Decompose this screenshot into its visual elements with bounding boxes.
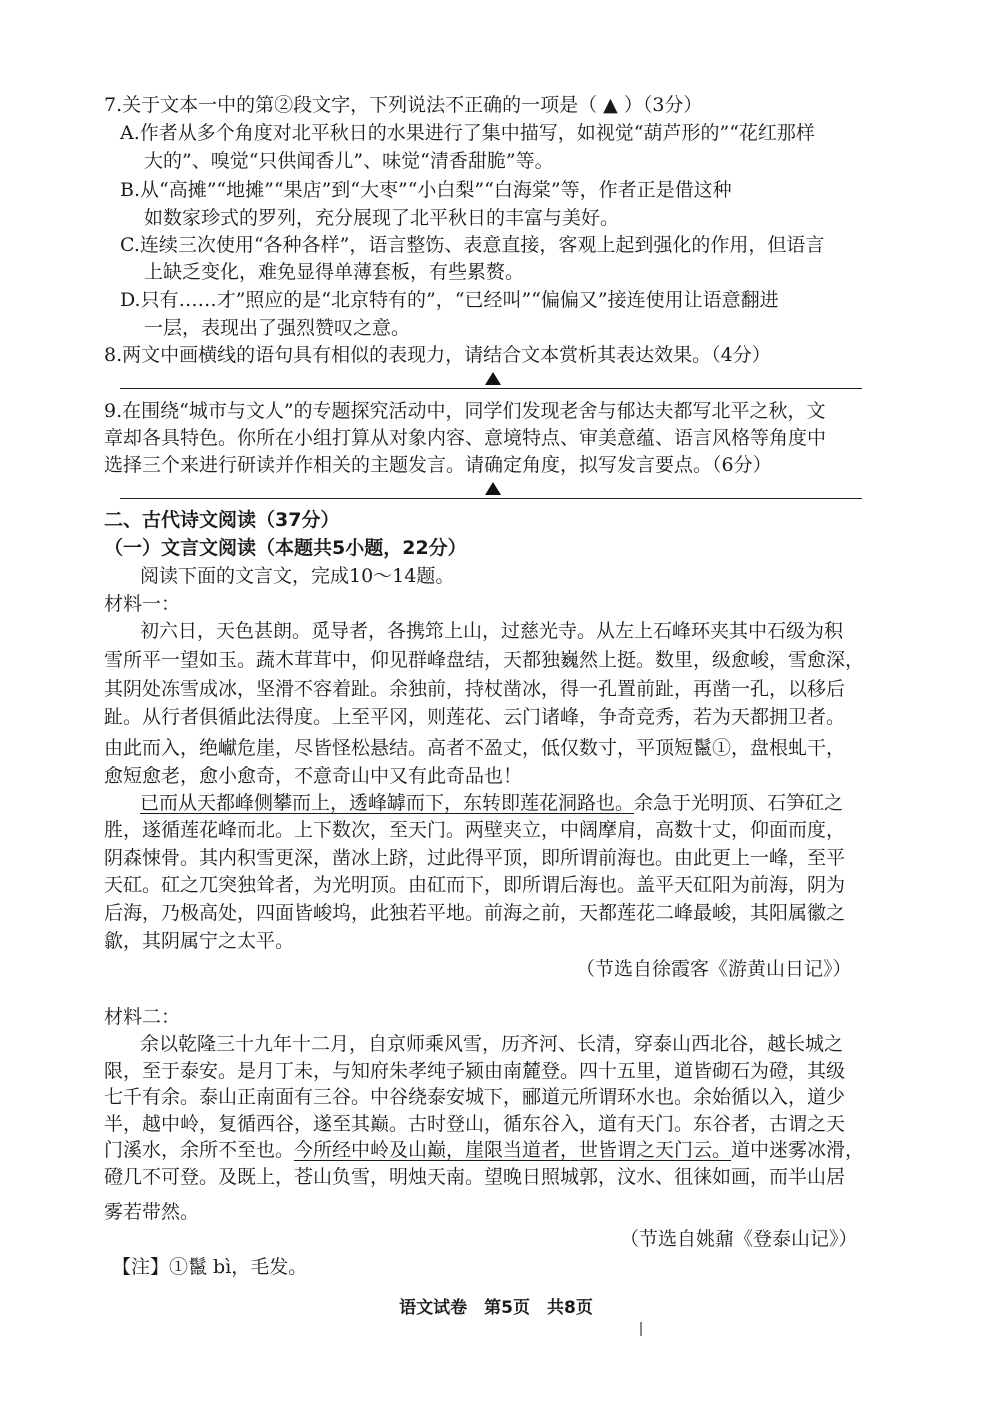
q7-option-c: C.连续三次使用“各种各样”，语言整饬、表意直接，客观上起到强化的作用，但语言 <box>120 234 825 256</box>
material1-label: 材料一： <box>104 593 181 615</box>
material2-text: 门溪水，余所不至也。 <box>104 1139 295 1161</box>
material1-line: 初六日，天色甚朗。觅导者，各携筇上山，过慈光寺。从左上石峰环夹其中石级为积 <box>140 620 844 642</box>
material2-text: 道中迷雾冰滑， <box>731 1139 865 1161</box>
material1-text: 余急于光明顶、石笋矼之 <box>634 792 844 814</box>
material2-line5 <box>104 1137 864 1163</box>
material1-line: 后海，乃极高处，四面皆峻坞，此独若平地。前海之前，天都莲花二峰最峻，其阳属徽之 <box>104 902 846 924</box>
material1-source: （节选自徐霞客《游黄山日记》） <box>576 958 852 980</box>
material1-line: 天矼。矼之兀突独耸者，为光明顶。由矼而下，即所谓后海也。盖平天矼阳为前海，阴为 <box>104 874 846 896</box>
q9-answer-line <box>120 498 862 499</box>
subsection-title: （一）文言文阅读（本题共5小题，22分） <box>104 537 467 559</box>
q7-option-b: B.从“高摊”“地摊”“果店”到“大枣”“小白梨”“白海棠”等，作者正是借这种 <box>120 179 732 201</box>
answer-marker-triangle-icon <box>485 372 501 385</box>
q9-stem-line1: 9.在围绕“城市与文人”的专题探究活动中，同学们发现老舍与郁达夫都写北平之秋，文 <box>104 400 826 422</box>
q7-option-a-cont: 大的”、嗅觉“只供闻香儿”、味觉“清香甜脆”等。 <box>144 150 554 172</box>
material1-line: 雪所平一望如玉。蔬木茸茸中，仰见群峰盘结，天都独巍然上挺。数里，级愈峻，雪愈深， <box>104 649 865 671</box>
material1-line: 阴森悚骨。其内积雪更深，凿冰上跻，过此得平顶，即所谓前海也。由此更上一峰，至平 <box>104 847 846 869</box>
material2-label: 材料二： <box>104 1006 181 1028</box>
material2-line: 磴几不可登。及既上，苍山负雪，明烛天南。望晚日照城郭，汶水、徂徕如画，而半山居 <box>104 1166 846 1188</box>
answer-marker-triangle-icon <box>485 482 501 495</box>
q7-option-c-cont: 上缺乏变化，难免显得单薄套板，有些累赘。 <box>144 261 525 283</box>
q8-answer-line <box>120 388 862 389</box>
material1-line: 趾。从行者俱循此法得度。上至平冈，则莲花、云门诸峰，争奇竞秀，若为天都拥卫者。 <box>104 706 846 728</box>
material1-para2-line1 <box>140 790 843 816</box>
material1-line: 愈短愈老，愈小愈奇，不意奇山中又有此奇品也！ <box>104 765 523 787</box>
material1-line: 由此而入，绝𪩘危崖，尽皆怪松悬结。高者不盈丈，低仅数寸，平顶短鬣①，盘根虬干， <box>104 737 846 759</box>
material2-line: 限，至于泰安。是月丁未，与知府朱孝纯子颍由南麓登。四十五里，道皆砌石为磴，其级 <box>104 1060 846 1082</box>
material2-line: 雾若带然。 <box>104 1201 200 1223</box>
material1-line: 胜，遂循莲花峰而北。上下数次，至天门。两壁夹立，中阔摩肩，高数十丈，仰面而度， <box>104 819 846 841</box>
q7-option-b-cont: 如数家珍式的罗列，充分展现了北平秋日的丰富与美好。 <box>144 207 620 229</box>
scan-mark <box>640 1322 642 1336</box>
material2-line: 七千有余。泰山正南面有三谷。中谷绕泰安城下，郦道元所谓环水也。余始循以入，道少 <box>104 1086 846 1108</box>
section-instruction: 阅读下面的文言文，完成10～14题。 <box>140 565 455 587</box>
material2-line: 半，越中岭，复循西谷，遂至其巅。古时登山，循东谷入，道有天门。东谷者，古谓之天 <box>104 1113 846 1135</box>
underlined-sentence: 今所经中岭及山巅，崖限当道者，世皆谓之天门云。 <box>294 1139 732 1161</box>
underlined-sentence: 已而从天都峰侧攀而上，透峰罅而下，东转即莲花洞路也。 <box>140 792 635 814</box>
section-title: 二、古代诗文阅读（37分） <box>104 509 340 531</box>
q7-option-d-cont: 一层，表现出了强烈赞叹之意。 <box>144 317 411 339</box>
material1-line: 歙，其阴属宁之太平。 <box>104 930 295 952</box>
q7-option-d: D.只有……才”照应的是“北京特有的”，“已经叫”“偏偏又”接连使用让语意翻进 <box>120 289 779 311</box>
q9-stem-line2: 章却各具特色。你所在小组打算从对象内容、意境特点、审美意蕴、语言风格等角度中 <box>104 427 827 449</box>
material2-source: （节选自姚鼐《登泰山记》） <box>620 1228 858 1250</box>
page-footer: 语文试卷 第5页 共8页 <box>399 1298 593 1318</box>
q8-stem: 8.两文中画横线的语句具有相似的表现力，请结合文本赏析其表达效果。（4分） <box>104 344 771 366</box>
footnote: 【注】①鬣 bì，毛发。 <box>112 1256 308 1278</box>
q7-option-a: A.作者从多个角度对北平秋日的水果进行了集中描写，如视觉“葫芦形的”“花红那样 <box>120 122 815 144</box>
material2-line: 余以乾隆三十九年十二月，自京师乘风雪，历齐河、长清，穿泰山西北谷，越长城之 <box>140 1033 844 1055</box>
material1-line: 其阴处冻雪成冰，坚滑不容着趾。余独前，持杖凿冰，得一孔置前趾，再凿一孔，以移后 <box>104 678 846 700</box>
q9-stem-line3: 选择三个来进行研读并作相关的主题发言。请确定角度，拟写发言要点。（6分） <box>104 454 772 476</box>
q7-stem: 7.关于文本一中的第②段文字，下列说法不正确的一项是（ ▲ ）（3分） <box>104 94 703 116</box>
